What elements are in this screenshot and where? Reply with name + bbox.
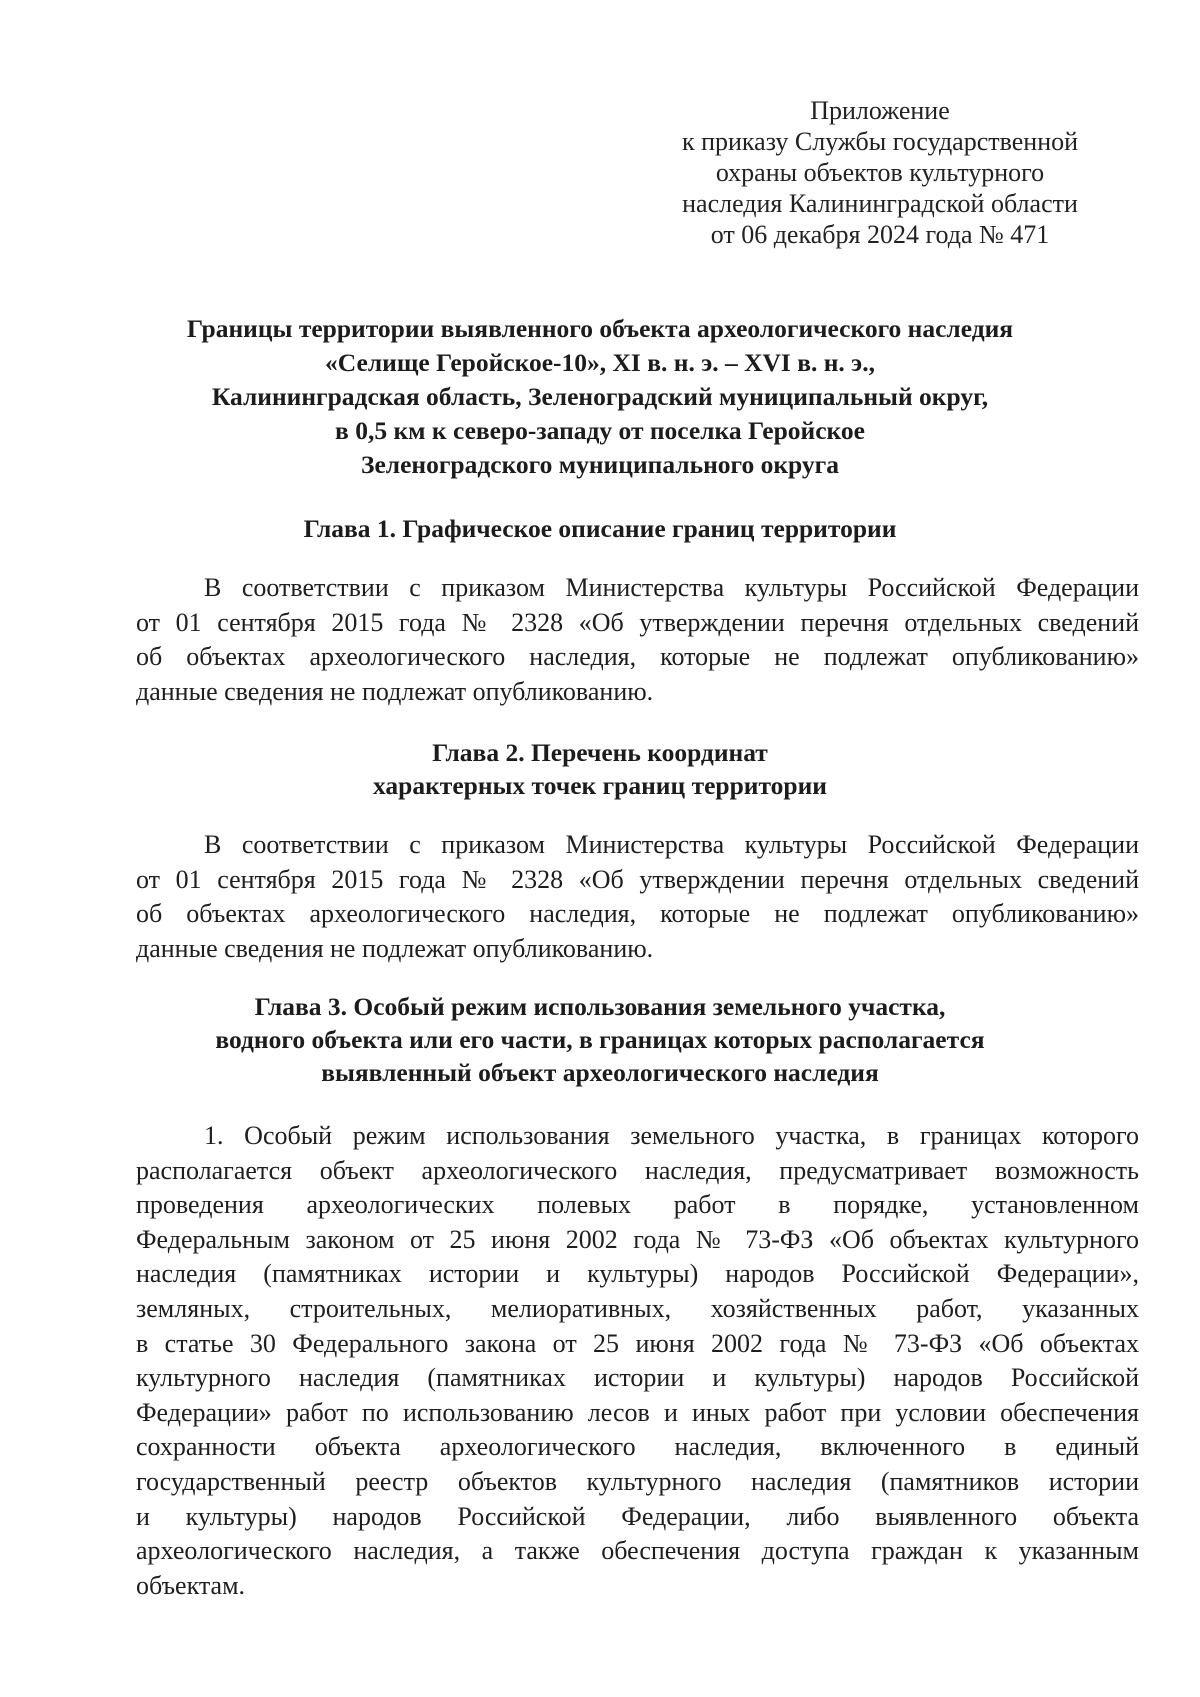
paragraph-line: В соответствии с приказом Министерства культуры Российской Федерации [204,830,1139,859]
heading-line: характерных точек границ территории [373,771,827,800]
paragraph-line: государственный реестр объектов культурного наследия (памятников истории [136,1466,1139,1496]
paragraph-line: сохранности объекта археологического наследия, включенного в единый [136,1432,1139,1462]
paragraph-line: В соответствии с приказом Министерства культуры Российской Федерации [204,573,1139,602]
paragraph-line: объектам. [136,1570,246,1600]
paragraph-line: археологического наследия, а также обеспечения доступа граждан к указанным [136,1536,1139,1566]
approval-line: наследия Калининградской области [682,189,1078,218]
chapter2-heading [120,736,1080,802]
title-line: Калининградская область, Зеленоградский муниципальный округ, [211,382,989,411]
approval-line: к приказу Службы государственной [681,127,1079,156]
title-line: в 0,5 км к северо-западу от поселка Геройское [335,416,865,445]
heading-line: водного объекта или его части, в границах которых располагается [215,1025,985,1054]
paragraph-line: наследия (памятниках истории и культуры) народов Российской Федерации», [136,1259,1139,1289]
paragraph-line: земляных, строительных, мелиоративных, хозяйственных работ, указанных [136,1293,1139,1323]
approval-line: Приложение [810,96,950,125]
approval-block [640,95,1120,250]
document-title [120,312,1080,482]
heading-line: Глава 3. Особый режим использования земельного участка, [254,992,946,1021]
paragraph-line: об объектах археологического наследия, которые не подлежат опубликованию» [136,899,1139,929]
approval-line: охраны объектов культурного [715,158,1045,187]
paragraph-line: культурного наследия (памятниках истории и культуры) народов Российской [136,1363,1139,1393]
chapter3-heading [120,990,1080,1089]
paragraph-line: об объектах археологического наследия, которые не подлежат опубликованию» [136,642,1139,672]
chapter3-paragraph [136,1119,1139,1603]
title-line: Границы территории выявленного объекта археологического наследия [186,314,1014,343]
paragraph-line: данные сведения не подлежат опубликованию. [136,676,654,706]
title-line: «Селище Геройское-10», XI в. н. э. – XVI в. н. э., [325,348,875,377]
heading-line: выявленный объект археологического наследия [321,1058,879,1087]
paragraph-line: и культуры) народов Российской Федерации, либо выявленного объекта [136,1501,1139,1531]
paragraph-line: данные сведения не подлежат опубликованию. [136,933,654,963]
paragraph-line: от 01 сентября 2015 года № 2328 «Об утверждении перечня отдельных сведений [136,864,1139,894]
paragraph-line: проведения археологических полевых работ в порядке, установленном [136,1190,1139,1220]
paragraph-line: Федеральным законом от 25 июня 2002 года № 73-ФЗ «Об объектах культурного [136,1224,1139,1254]
chapter1-paragraph [136,571,1139,709]
paragraph-line: в статье 30 Федерального закона от 25 июня 2002 года № 73-ФЗ «Об объектах [136,1328,1139,1358]
heading-line: Глава 2. Перечень координат [432,738,768,767]
paragraph-line: от 01 сентября 2015 года № 2328 «Об утверждении перечня отдельных сведений [136,607,1139,637]
paragraph-line: располагается объект археологического наследия, предусматривает возможность [136,1155,1139,1185]
chapter2-paragraph [136,828,1139,966]
heading-line: Глава 1. Графическое описание границ территории [303,514,897,543]
chapter1-heading [120,512,1080,545]
title-line: Зеленоградского муниципального округа [361,450,839,479]
paragraph-line: 1. Особый режим использования земельного участка, в границах которого [204,1121,1139,1150]
approval-line: от 06 декабря 2024 года № 471 [710,220,1050,249]
paragraph-line: Федерации» работ по использованию лесов и иных работ при условии обеспечения [136,1397,1139,1427]
